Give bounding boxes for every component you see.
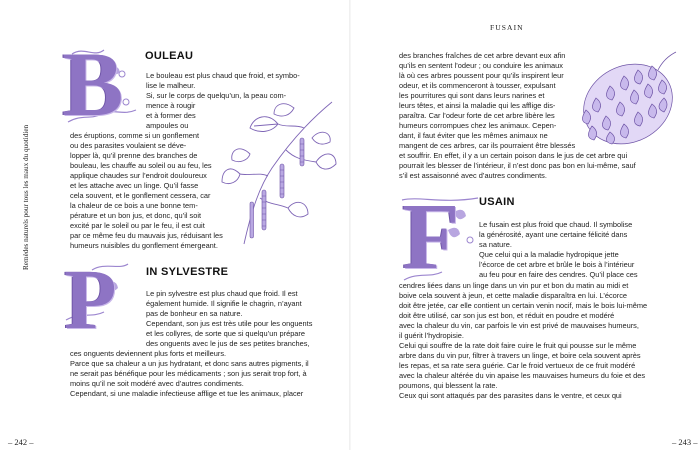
bouleau-line: par ce même feu du mauvais jus, réduisant les — [70, 231, 223, 240]
section-title-bouleau-text: OULEAU — [145, 50, 194, 62]
bouleau-line: bouleau, les chauffe au soleil ou au feu, les — [70, 161, 212, 170]
bouleau-line: excité par le soleil ou par le feu, il est cuit — [70, 221, 205, 230]
section-title-fusain — [479, 196, 515, 208]
section-title-bouleau — [145, 50, 193, 62]
fusain-line: au feu pour en faire des cendres. Qu’il place ces — [479, 270, 638, 279]
dropcap-f: F — [402, 185, 460, 289]
top-line: dant, il faut éviter que les mêmes animaux ne — [399, 131, 548, 140]
fusain-line: sa nature. — [479, 240, 512, 249]
running-head: FUSAIN — [490, 23, 524, 32]
page-number-right: – 243 – — [672, 437, 698, 447]
bouleau-line: des éruptions, comme si un gonflement — [70, 131, 199, 140]
fusain-line: boive cela souvent à jeun, et cette maladie disparaîtra en lui. L’écorce — [399, 291, 628, 300]
fusain-line: Que celui qui a la maladie hydropique jette — [479, 250, 619, 259]
bouleau-line: ampoules ou — [146, 121, 189, 130]
pin-line: ne serait pas bénéfique pour les médicaments ; son jus serait trop fort, à — [70, 369, 307, 378]
pin-line: ces onguents deviennent plus forts et meilleurs. — [70, 349, 227, 358]
section-title-pin-text: IN SYLVESTRE — [146, 266, 229, 278]
fusain-line: avec la chaleur du vin, car parfois le vin est privé de mauvaises humeurs, — [399, 321, 639, 330]
birch-branch-illustration — [220, 98, 338, 248]
fusain-line: doit être utilisé, car son jus est bon, et réduit en poudre et modéré — [399, 311, 615, 320]
top-line: odeur, et ils commenceront à tousser, expulsant — [399, 81, 556, 90]
fusain-line: cendres liées dans un linge dans un vin pur et bon du matin au midi et — [399, 281, 629, 290]
bouleau-line: Si, sur le corps de quelqu’un, la peau com- — [146, 91, 287, 100]
top-line: pourrait les blesser de l’intérieur, il n’est donc pas bon en lui-même, sauf — [399, 161, 636, 170]
dropcap-b: B — [62, 33, 124, 135]
fusain-line: il guérit l’hydropisie. — [399, 331, 464, 340]
right-page — [350, 0, 700, 450]
side-title: Remèdes naturels pour tous les maux du quotidien — [22, 124, 30, 270]
bouleau-line: applique chaudes sur l’endroit douloureux — [70, 171, 207, 180]
bouleau-line: humeurs nuisibles du gonflement émergeant. — [70, 241, 218, 250]
pin-line: des onguents avec le jus de ses petites branches, — [146, 339, 310, 348]
bouleau-line: la chaleur de ce bois a une bonne tem- — [70, 201, 198, 210]
fusain-line: Ceux qui sont attaqués par des parasites dans le ventre, et ceux qui — [399, 391, 622, 400]
top-line: là où ces arbres poussent pour qu’ils inspirent leur — [399, 71, 564, 80]
section-title-pin — [146, 266, 228, 278]
top-line: des branches fraîches de cet arbre devant eux afin — [399, 51, 566, 60]
section-title-fusain-text: USAIN — [479, 196, 515, 208]
fusain-line: doit être jetée, car elle contient un certain venin nocif, mais le bois lui-même — [399, 301, 648, 310]
fusain-line: poumons, qui blessent la rate. — [399, 381, 498, 390]
fusain-line: les repas, et sa rate sera guérie. Car le froid vertueux de ce fruit modéré — [399, 361, 636, 370]
page-number-left: – 242 – — [8, 437, 34, 447]
fusain-line: la générosité, ayant une certaine félicité dans — [479, 230, 628, 239]
pine-cone-illustration — [572, 46, 684, 150]
pin-line: moins qu’il ne soit modéré avec d’autres condiments. — [70, 379, 244, 388]
bouleau-line: lopper là, qu’il prenne des branches de — [70, 151, 198, 160]
bouleau-line: et à former des — [146, 111, 196, 120]
pin-line: Le pin sylvestre est plus chaud que froid. Il est — [146, 289, 298, 298]
bouleau-line: Le bouleau est plus chaud que froid, et symbo- — [146, 71, 300, 80]
dropcap-p: P — [64, 251, 117, 347]
pin-line: Parce que sa chaleur a un jus hydratant, et donc sans autres pigments, il — [70, 359, 309, 368]
pin-line: et les collyres, de sorte que si quelqu’un prépare — [146, 329, 305, 338]
bouleau-line: cela souvent, et le gonflement cessera, car — [70, 191, 211, 200]
bouleau-line: pérature et un bon jus, et donc, qu’il soit — [70, 211, 202, 220]
top-line: s’il est assaisonné avec d’autres condiments. — [399, 171, 547, 180]
top-line: mangent de ces arbres, car ils pourraient être blessés — [399, 141, 576, 150]
pin-line: également humide. Il signifie le chagrin, n’ayant — [146, 299, 302, 308]
top-line: et souffrir. En effet, il y a un certain poison dans le jus de cet arbre qui — [399, 151, 628, 160]
fusain-line: Celui qui souffre de la rate doit faire cuire le fruit qui pousse sur le même — [399, 341, 637, 350]
fusain-line: Le fusain est plus froid que chaud. Il symbolise — [479, 220, 633, 229]
pin-line: Cependant, si une maladie infectieuse afflige et tue les animaux, placer — [70, 389, 304, 398]
bouleau-line: mence à rougir — [146, 101, 196, 110]
pin-line: pas de bonheur en sa nature. — [146, 309, 243, 318]
top-line: paraîtra. Car l’odeur forte de cet arbre libère les — [399, 111, 555, 120]
top-line: qu’ils en sentent l’odeur ; ou conduire les animaux — [399, 61, 563, 70]
bouleau-line: et les attache avec un linge. Qu’il fasse — [70, 181, 199, 190]
bouleau-line: ou des parasites voulaient se déve- — [70, 141, 187, 150]
pin-line: Cependant, son jus est très utile pour les onguents — [146, 319, 313, 328]
fusain-line: avec la chaleur altérée du vin apaise les mauvaises humeurs du foie et des — [399, 371, 646, 380]
top-line: humeurs corrompues chez les animaux. Cepen- — [399, 121, 557, 130]
fusain-line: arbre dans du vin pur, filtrer à travers un linge, et boire cela souvent après — [399, 351, 641, 360]
fusain-line: l’écorce de cet arbre et brûle le bois à l’intérieur — [479, 260, 635, 269]
top-line: les pourritures qui sont dans leurs narines et — [399, 91, 545, 100]
bouleau-line: lise le malheur. — [146, 81, 196, 90]
top-line: leurs têtes, et ainsi la maladie qui les afflige dis- — [399, 101, 556, 110]
